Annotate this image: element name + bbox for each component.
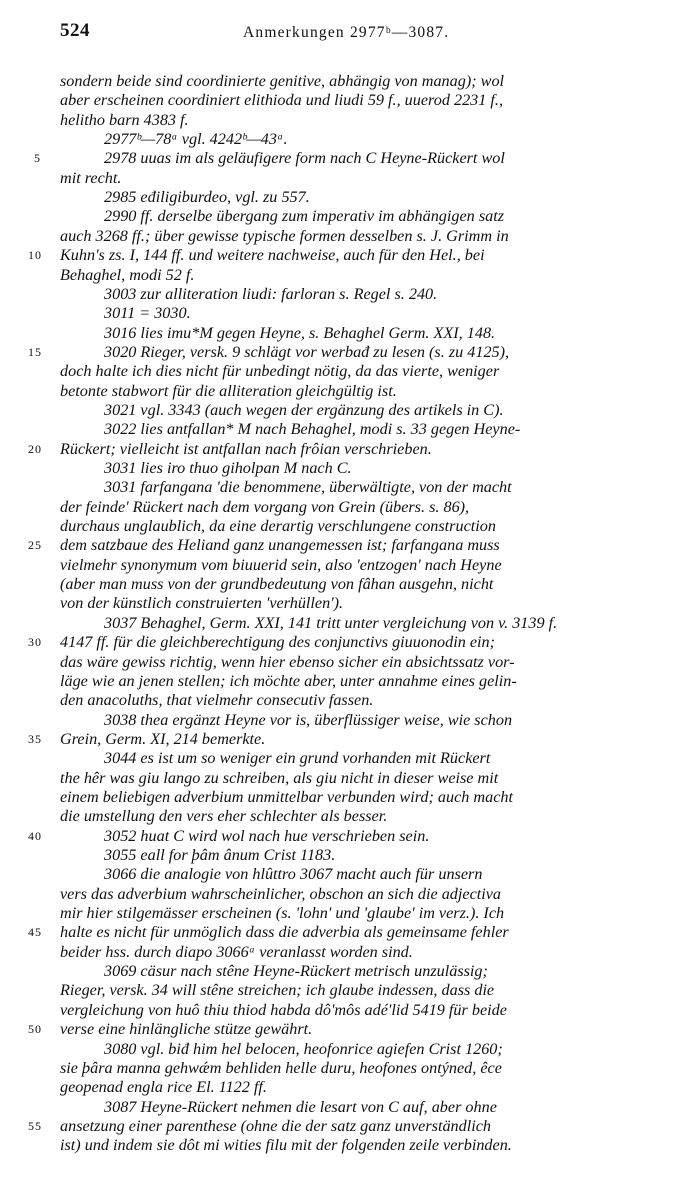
text-line: (aber man muss von der grundbedeutung von fâhan ausgehn, nicht (60, 575, 494, 594)
text-line: dem satzbaue des Heliand ganz unangemessen ist; farfangana muss (60, 536, 500, 555)
text-line: Rückert; vielleicht ist antfallan nach frôian verschrieben. (60, 439, 432, 458)
text-line: vielmehr synonymum vom biuuerid sein, also 'entzogen' nach Heyne (60, 555, 502, 574)
text-line: verse eine hinlängliche stütze gewährt. (60, 1020, 313, 1039)
text-line: Rieger, versk. 34 will stêne streichen; ich glaube indessen, dass die (60, 981, 495, 1000)
text-line: den anacoluths, that vielmehr consecutiv fassen. (60, 691, 374, 710)
line-number: 40 (28, 828, 42, 843)
line-number: 15 (28, 344, 42, 359)
text-line: 2985 eđiligiburdeo, vgl. zu 557. (104, 188, 310, 207)
line-number: 5 (34, 151, 41, 166)
text-line: 4147 ff. für die gleichberechtigung des conjunctivs giuuonodin ein; (60, 633, 496, 652)
text-line: einem beliebigen adverbium unmittelbar verbunden wird; auch macht (60, 787, 513, 806)
text-line: 3069 cäsur nach stêne Heyne-Rückert metrisch unzulässig; (104, 962, 488, 981)
text-line: geopenad engla rice El. 1122 ff. (60, 1078, 267, 1097)
text-line: sondern beide sind coordinierte genitive, abhängig von manag); wol (60, 72, 505, 90)
text-line: 2978 uuas im als geläufigere form nach C Heyne-Rückert wol (104, 149, 505, 168)
text-line: 3021 vgl. 3343 (auch wegen der ergänzung des artikels in C). (104, 400, 504, 419)
text-line: helitho barn 4383 f. (60, 110, 189, 129)
text-line: der feinde' Rückert nach dem vorgang von Grein (übers. s. 86), (60, 497, 470, 516)
text-line: von der künstlich construierten 'verhüllen'). (60, 594, 344, 613)
text-line: beider hss. durch diapo 3066ᵃ veranlasst worden sind. (60, 942, 413, 961)
text-line: 2977ᵇ—78ᵃ vgl. 4242ᵇ—43ᵃ. (104, 130, 288, 149)
text-line: sie þâra manna gehwǽm behliden helle duru, heofones ontýned, êce (60, 1058, 502, 1077)
text-line: 3011 = 3030. (104, 304, 191, 323)
line-number: 20 (28, 441, 42, 456)
text-line: 3016 lies imu*M gegen Heyne, s. Behaghel Germ. XXI, 148. (104, 323, 496, 342)
text-line: mit recht. (60, 168, 122, 187)
line-number: 25 (28, 538, 42, 553)
text-line: 3055 eall for þâm ânum Crist 1183. (104, 846, 336, 864)
text-line: läge wie an jenen stellen; ich möchte aber, unter annahme eines gelin- (60, 671, 517, 690)
line-number: 55 (28, 1118, 42, 1133)
text-line: the hêr was giu lango zu schreiben, als giu nicht in dieser weise mit (60, 768, 499, 787)
text-line: 3038 thea ergänzt Heyne vor is, überflüssiger weise, wie schon (104, 710, 513, 729)
text-line: 3031 farfangana 'die benommene, überwältigte, von der macht (104, 478, 512, 497)
text-line: 3052 huat C wird wol nach hue verschrieben sein. (104, 826, 430, 845)
text-line: 3037 Behaghel, Germ. XXI, 141 tritt unter vergleichung von v. 3139 f. (104, 613, 558, 632)
text-line: ansetzung einer parenthese (ohne die der satz ganz unverständlich (60, 1116, 491, 1135)
running-head: Anmerkungen 2977ᵇ—3087. (243, 24, 450, 41)
text-line: 3022 lies antfallan* M nach Behaghel, modi s. 33 gegen Heyne- (104, 420, 521, 439)
text-line: durchaus unglaublich, da eine derartig verschlungene construction (60, 517, 496, 536)
line-number: 10 (28, 248, 42, 263)
text-line: das wäre gewiss richtig, wenn hier ebenso sicher ein absichtssatz vor- (60, 652, 515, 671)
text-line: betonte stabwort für die alliteration gleichgültig ist. (60, 381, 397, 400)
text-line: vers das adverbium wahrscheinlicher, obschon an sich die adjectiva (60, 884, 502, 903)
text-line: 3087 Heyne-Rückert nehmen die lesart von C auf, aber ohne (104, 1097, 497, 1116)
text-line: aber erscheinen coordiniert elithioda und liudi 59 f., uuerod 2231 f., (60, 91, 504, 110)
line-number: 35 (28, 731, 42, 746)
line-number: 45 (28, 925, 42, 940)
text-line: mir hier stilgemässer erscheinen (s. 'lohn' und 'glaube' im verz.). Ich (60, 904, 505, 923)
text-line: 3066 die analogie von hlûttro 3067 macht auch für unsern (104, 865, 483, 884)
line-number: 30 (28, 635, 42, 650)
line-number: 50 (28, 1022, 42, 1037)
text-line: auch 3268 ff.; über gewisse typische formen desselben s. J. Grimm in (60, 226, 509, 245)
text-line: 3080 vgl. biđ him hel belocen, heofonrice agiefen Crist 1260; (104, 1039, 503, 1058)
text-line: ist) und indem sie dôt mi wities filu mit der folgenden zeile verbinden. (60, 1136, 512, 1155)
text-line: 3044 es ist um so weniger ein grund vorhanden mit Rückert (104, 749, 491, 768)
text-line: doch halte ich dies nicht für unbedingt nötig, da das vierte, weniger (60, 362, 500, 381)
text-line: die umstellung den vers eher schlechter als besser. (60, 807, 388, 826)
text-line: 3031 lies iro thuo giholpan M nach C. (104, 459, 352, 477)
text-line: Kuhn's zs. I, 144 ff. und weitere nachweise, auch für den Hel., bei (60, 246, 485, 265)
page-number: 524 (60, 20, 90, 41)
text-line: 3003 zur alliteration liudi: farloran s. Regel s. 240. (104, 284, 438, 303)
text-line: Behaghel, modi 52 f. (60, 265, 195, 284)
text-line: halte es nicht für unmöglich dass die adverbia als gemeinsame fehler (60, 923, 509, 942)
page-header (0, 20, 687, 44)
text-line: 3020 Rieger, versk. 9 schlägt vor werbađ zu lesen (s. zu 4125), (104, 342, 510, 361)
text-line: vergleichung von huô thiu thiod habda dô'môs adé'lid 5419 für beide (60, 1000, 507, 1019)
text-line: 2990 ff. derselbe übergang zum imperativ im abhängigen satz (104, 207, 505, 226)
text-line: Grein, Germ. XI, 214 bemerkte. (60, 729, 266, 748)
